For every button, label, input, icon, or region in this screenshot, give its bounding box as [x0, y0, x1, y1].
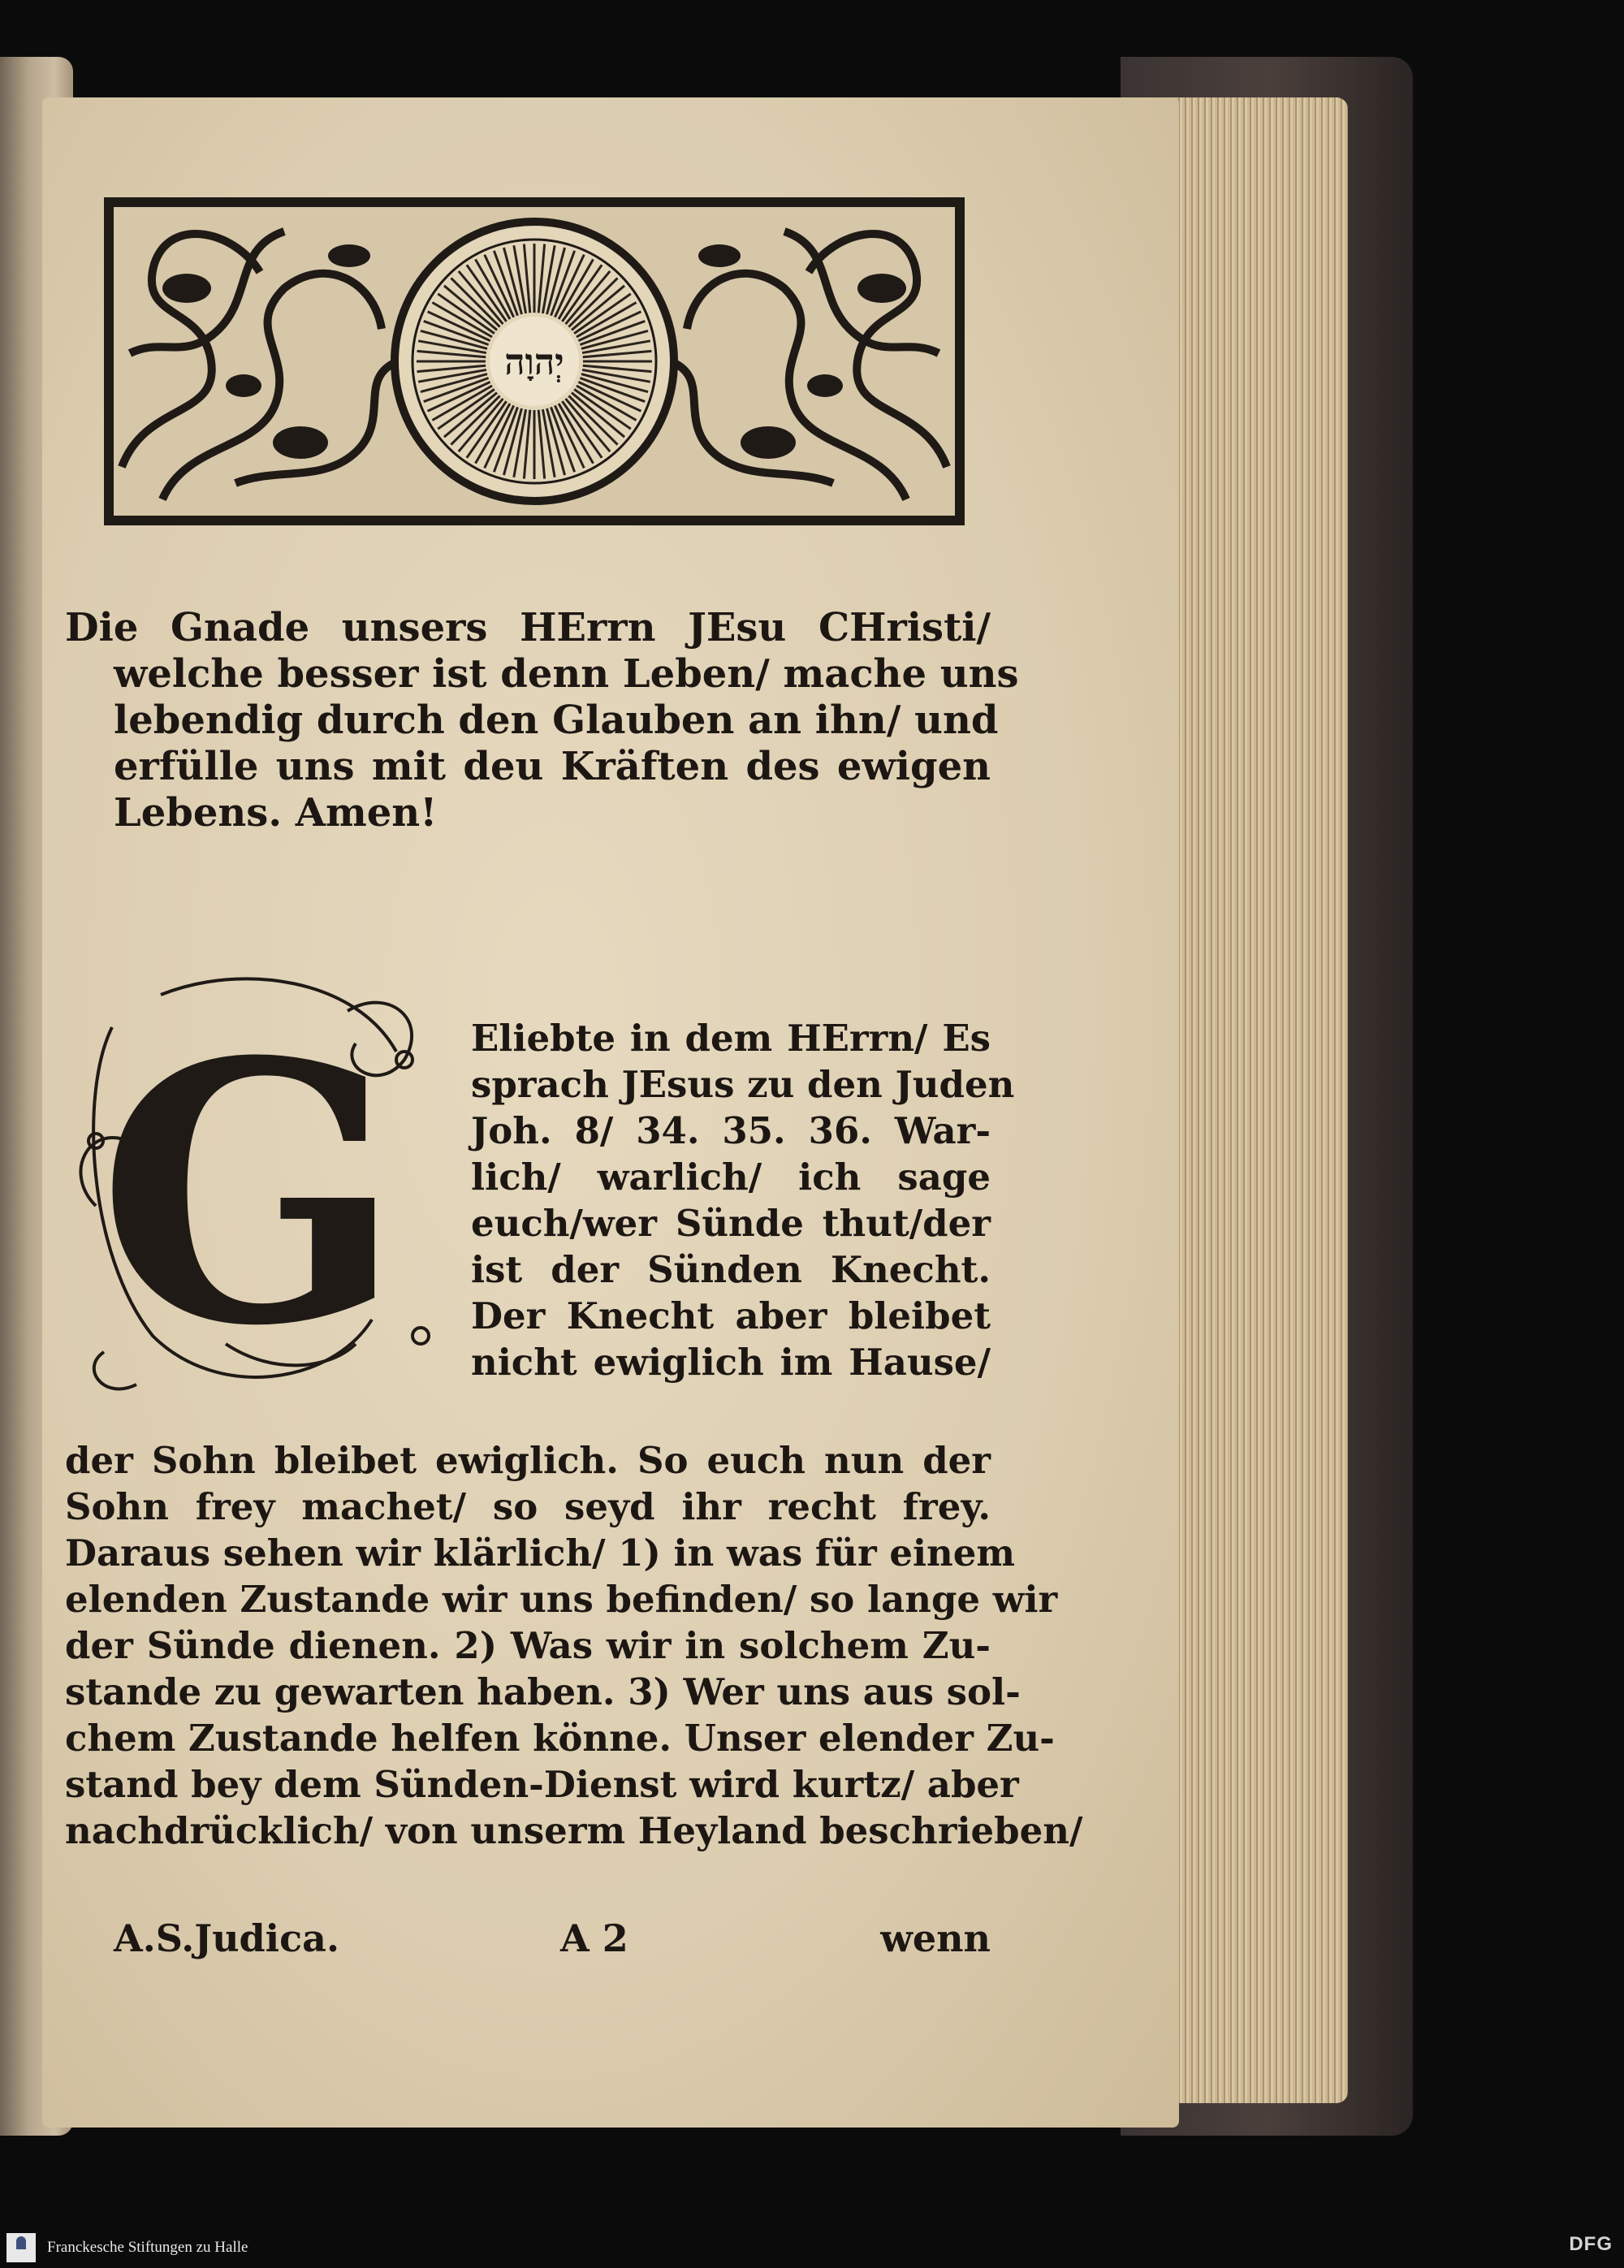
- text-line: chem Zustande helfen könne. Unser elender Zu-: [65, 1717, 1055, 1760]
- text-line: euch/wer Sünde thut/der: [471, 1202, 991, 1245]
- institution-logo: [6, 2233, 36, 2262]
- text-line: ist der Sünden Knecht.: [471, 1248, 991, 1291]
- initial-letter: G: [97, 984, 403, 1404]
- text-line: nachdrücklich/ von unserm Heyland beschrieben/: [65, 1809, 1083, 1852]
- signature-label: A.S.Judica.: [114, 1916, 339, 1960]
- prayer-line: lebendig durch den Glauben an ihn/ und: [114, 698, 999, 743]
- signature-mark: A 2: [560, 1916, 628, 1960]
- text-line: lich/ warlich/ ich sage: [471, 1156, 991, 1199]
- text-line: elenden Zustande wir uns befinden/ so lange wir: [65, 1578, 1058, 1621]
- prayer-line: Die Gnade unsers HErrn JEsu CHristi/: [65, 605, 991, 650]
- woodcut-header-ornament: [104, 197, 965, 525]
- building-icon: [16, 2236, 26, 2249]
- prayer-line: Lebens. Amen!: [114, 790, 438, 836]
- page-footer: [65, 1916, 991, 1965]
- decorated-initial: [63, 962, 445, 1413]
- text-line: Joh. 8/ 34. 35. 36. War-: [471, 1109, 991, 1152]
- text-line: der Sünde dienen. 2) Was wir in solchem Zu-: [65, 1624, 991, 1667]
- text-line: Der Knecht aber bleibet: [471, 1294, 991, 1337]
- text-line: sprach JEsus zu den Juden: [471, 1063, 1015, 1106]
- text-line: Daraus sehen wir klärlich/ 1) in was für einem: [65, 1531, 1015, 1575]
- closing-prayer: [65, 605, 1019, 836]
- text-line: Eliebte in dem HErrn/ Es: [471, 1017, 991, 1060]
- divine-name-text: יְהוָה: [504, 342, 564, 383]
- text-line: nicht ewiglich im Hause/: [471, 1341, 991, 1384]
- text-line: der Sohn bleibet ewiglich. So euch nun der: [65, 1439, 991, 1482]
- initial-artwork: [63, 962, 445, 1413]
- prayer-line: welche besser ist denn Leben/ mache uns: [114, 651, 1019, 697]
- sermon-body: [65, 1437, 1083, 1854]
- prayer-line: erfülle uns mit deu Kräften des ewigen: [114, 744, 991, 789]
- catchword: wenn: [880, 1916, 991, 1960]
- text-line: Sohn frey machet/ so seyd ihr recht frey.: [65, 1485, 991, 1528]
- text-line: stande zu gewarten haben. 3) Wer uns aus sol-: [65, 1670, 1021, 1713]
- ornament-artwork: [114, 207, 955, 516]
- dfg-logo: DFG: [1569, 2233, 1613, 2255]
- text-line: stand bey dem Sünden-Dienst wird kurtz/ aber: [65, 1763, 1019, 1806]
- institution-name: Franckesche Stiftungen zu Halle: [47, 2239, 248, 2256]
- sermon-opening: [471, 1015, 1015, 1385]
